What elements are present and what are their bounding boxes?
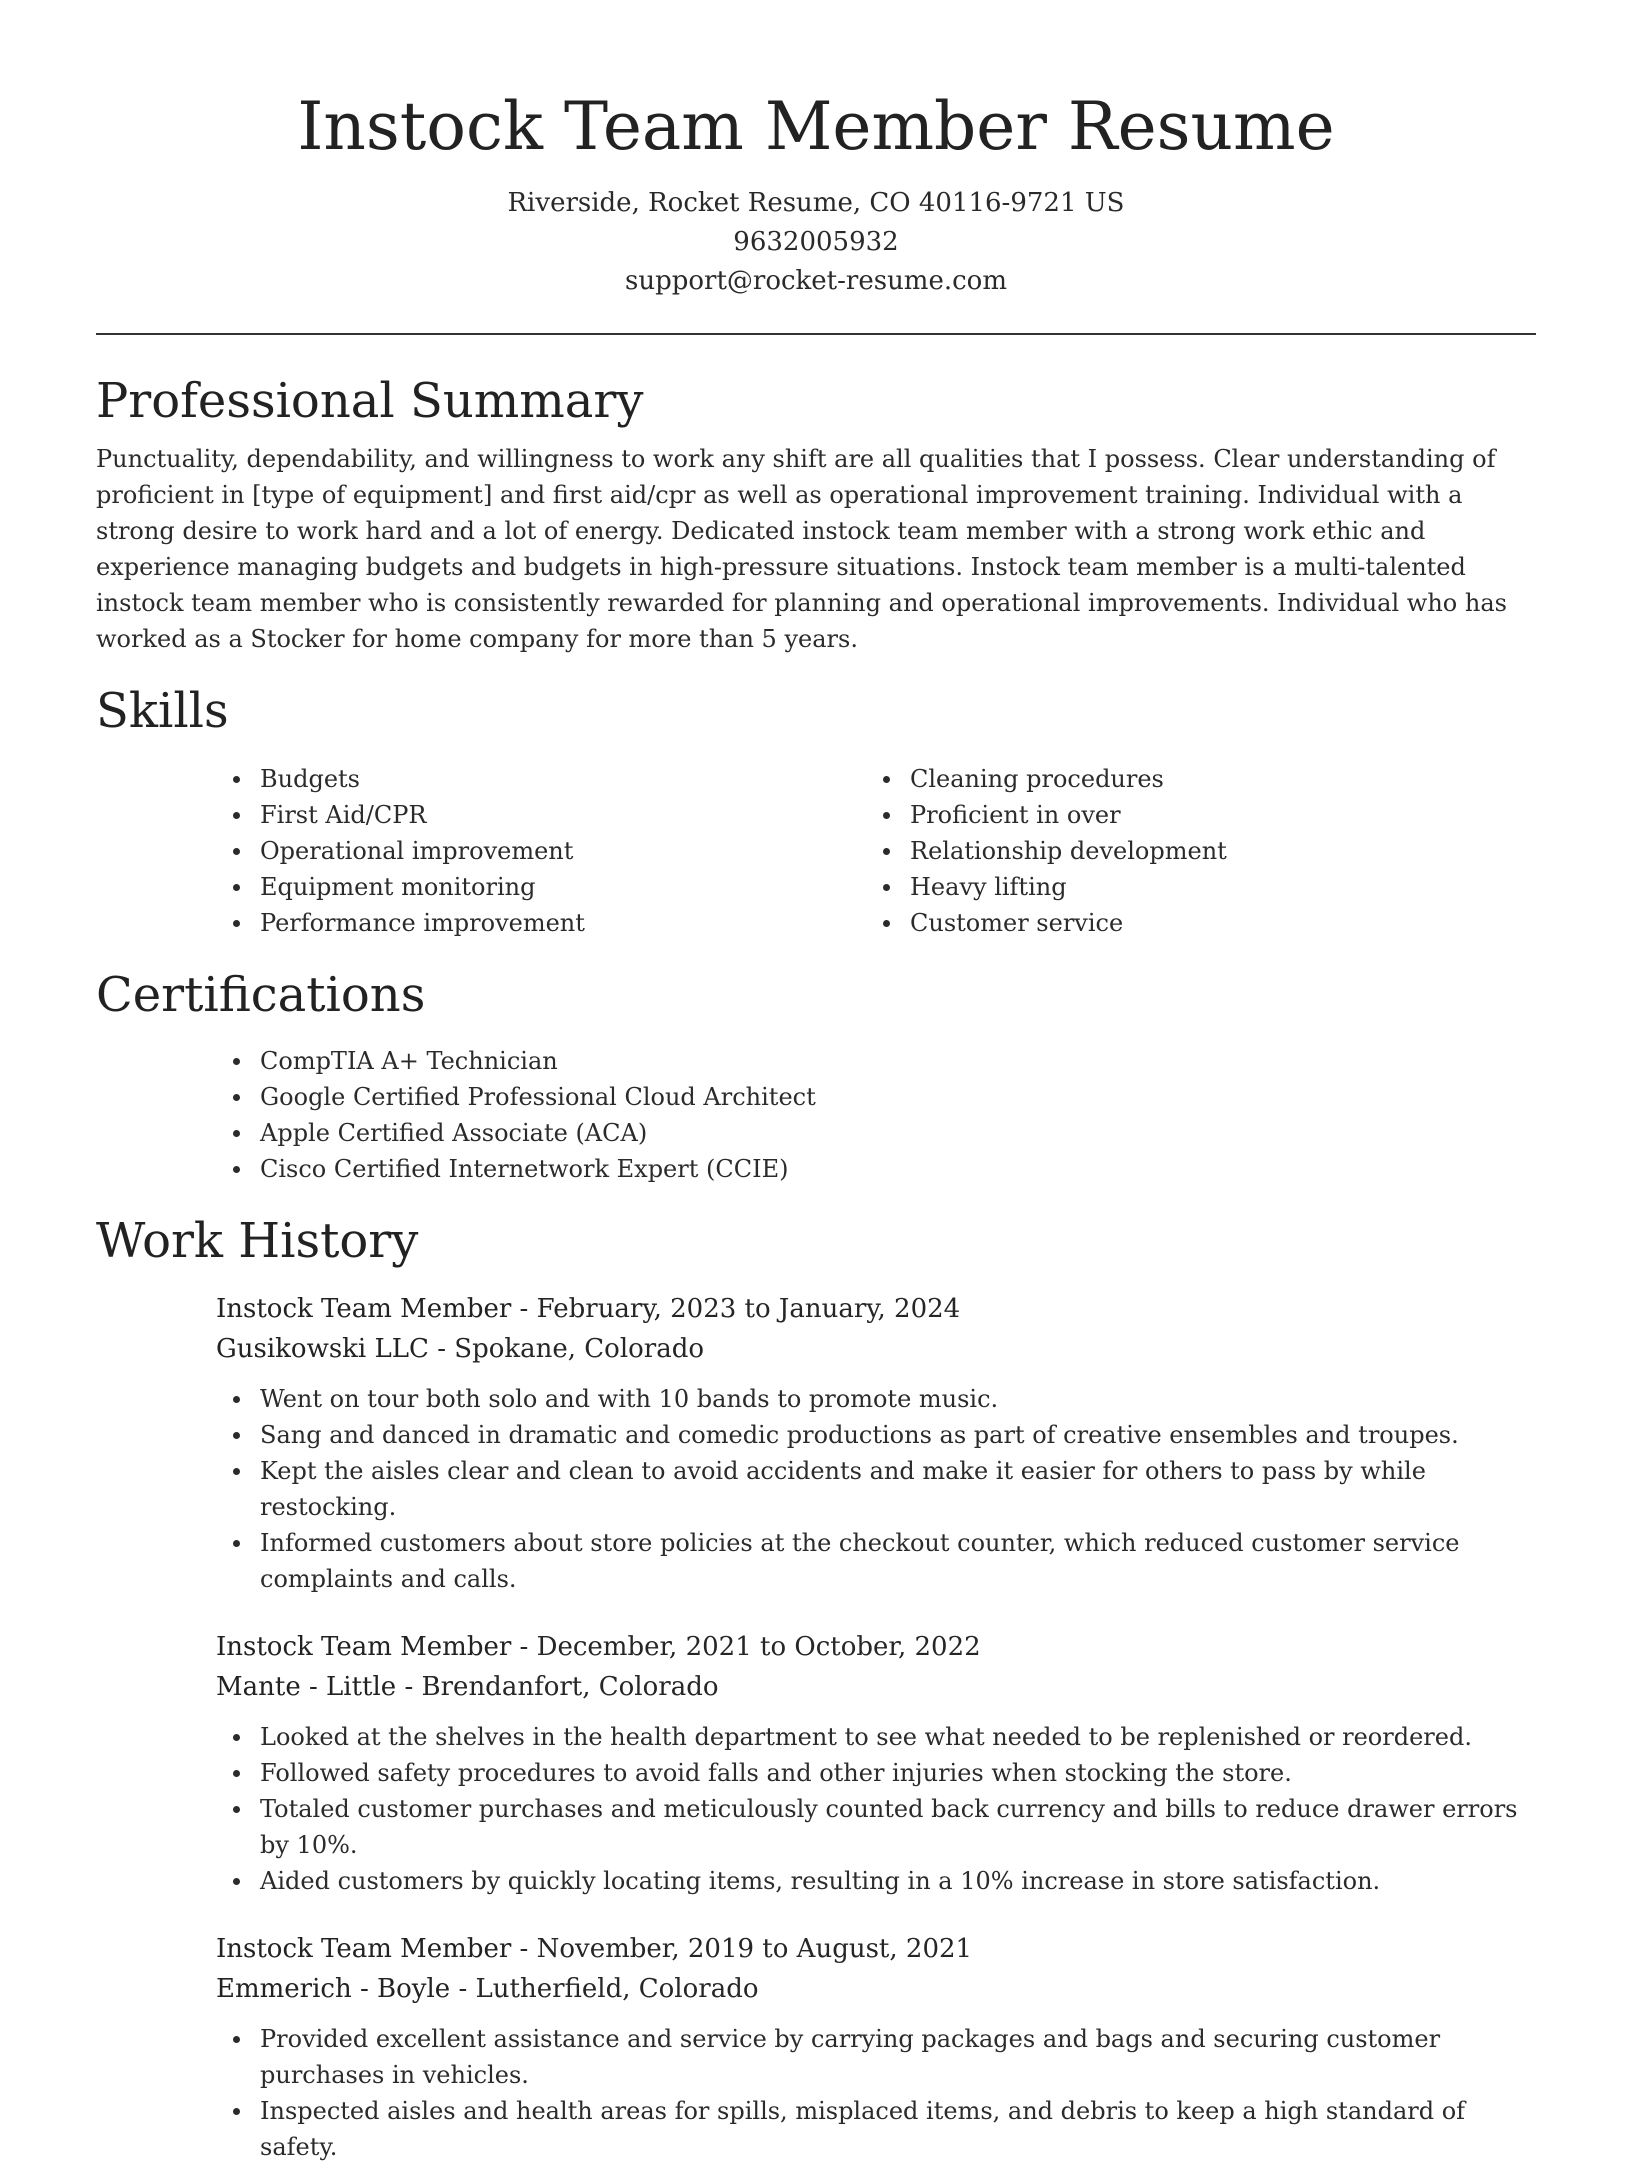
job-title-line <box>216 1929 1536 1969</box>
job-bullet: Kept the aisles clear and clean to avoid accidents and make it easier for others to pass by while restocking. <box>216 1453 1536 1525</box>
job-bullet: Aided customers by quickly locating items, resulting in a 10% increase in store satisfaction. <box>216 1863 1536 1899</box>
skill-item: Heavy lifting <box>866 869 1516 905</box>
phone-line: 9632005932 <box>733 227 899 257</box>
job-role: Instock Team Member <box>216 1934 512 1964</box>
skills-list-right <box>866 761 1516 941</box>
skills-heading: Skills <box>96 683 229 739</box>
skills-section <box>96 681 1536 941</box>
summary-section <box>96 371 1536 657</box>
job-role: Instock Team Member <box>216 1294 512 1324</box>
job-entry <box>216 1929 1536 2165</box>
certification-item: Google Certified Professional Cloud Architect <box>216 1079 1536 1115</box>
skill-item: Operational improvement <box>216 833 866 869</box>
resume-title: Instock Team Member Resume <box>297 88 1335 165</box>
skill-item: Budgets <box>216 761 866 797</box>
job-title-line <box>216 1289 1536 1329</box>
job-bullet: Went on tour both solo and with 10 bands to promote music. <box>216 1381 1536 1417</box>
work-history-section <box>96 1211 1536 2165</box>
job-company: Mante - Little <box>216 1672 397 1702</box>
skill-item: Relationship development <box>866 833 1516 869</box>
job-entry <box>216 1289 1536 1597</box>
job-bullet: Looked at the shelves in the health department to see what needed to be replenished or reordered. <box>216 1719 1536 1755</box>
certification-item: Apple Certified Associate (ACA) <box>216 1115 1536 1151</box>
job-role: Instock Team Member <box>216 1632 512 1662</box>
job-bullet: Informed customers about store policies at the checkout counter, which reduced customer service complaints and calls. <box>216 1525 1536 1597</box>
certification-item: Cisco Certified Internetwork Expert (CCIE) <box>216 1151 1536 1187</box>
job-bullet: Provided excellent assistance and service by carrying packages and bags and securing customer purchases in vehicles. <box>216 2021 1536 2093</box>
skill-item: First Aid/CPR <box>216 797 866 833</box>
job-dates: - November, 2019 to August, 2021 <box>511 1934 973 1964</box>
work-history-heading: Work History <box>96 1213 419 1269</box>
job-bullets <box>216 2021 1536 2165</box>
skill-item: Performance improvement <box>216 905 866 941</box>
job-dates: - February, 2023 to January, 2024 <box>511 1294 961 1324</box>
job-bullets <box>216 1719 1536 1899</box>
job-bullet: Totaled customer purchases and meticulously counted back currency and bills to reduce drawer errors by 10%. <box>216 1791 1536 1863</box>
skill-item: Equipment monitoring <box>216 869 866 905</box>
job-title-line <box>216 1627 1536 1667</box>
job-bullet: Inspected aisles and health areas for spills, misplaced items, and debris to keep a high standard of safety. <box>216 2093 1536 2165</box>
job-location: - Brendanfort, Colorado <box>396 1672 719 1702</box>
skill-item: Cleaning procedures <box>866 761 1516 797</box>
job-entry <box>216 1627 1536 1899</box>
skill-item: Proficient in over <box>866 797 1516 833</box>
address-line: Riverside, Rocket Resume, CO 40116-9721 US <box>507 188 1125 218</box>
certifications-section <box>96 965 1536 1187</box>
resume-page <box>96 0 1536 2165</box>
job-bullet: Sang and danced in dramatic and comedic productions as part of creative ensembles and troupes. <box>216 1417 1536 1453</box>
header-divider <box>96 333 1536 335</box>
job-company: Emmerich - Boyle <box>216 1974 451 2004</box>
job-location: - Lutherfield, Colorado <box>450 1974 759 2004</box>
skills-grid <box>216 761 1536 941</box>
job-company-line <box>216 1667 1536 1707</box>
skills-list-left <box>216 761 866 941</box>
email-line: support@rocket-resume.com <box>624 266 1007 296</box>
job-bullet: Followed safety procedures to avoid falls and other injuries when stocking the store. <box>216 1755 1536 1791</box>
certification-item: CompTIA A+ Technician <box>216 1043 1536 1079</box>
summary-text: Punctuality, dependability, and willingness to work any shift are all qualities that I possess. Clear understanding of proficient in [type of equipment] and first aid/cpr as well as operational improvement training. Individual with a strong desire to work hard and a lot of energy. Dedicated instock team member with a strong work ethic and experience managing budgets and budgets in high-pressure situations. Instock team member is a multi-talented instock team member who is consistently rewarded for planning and operational improvements. Individual who has worked as a Stocker for home company for more than 5 years. <box>96 445 1507 653</box>
job-company: Gusikowski LLC <box>216 1334 429 1364</box>
summary-heading: Professional Summary <box>96 373 644 429</box>
job-location: - Spokane, Colorado <box>428 1334 705 1364</box>
certifications-list <box>216 1043 1536 1187</box>
skill-item: Customer service <box>866 905 1516 941</box>
certifications-heading: Certifications <box>96 967 426 1023</box>
job-company-line <box>216 1329 1536 1369</box>
job-bullets <box>216 1381 1536 1597</box>
job-company-line <box>216 1969 1536 2009</box>
resume-header <box>96 0 1536 301</box>
job-dates: - December, 2021 to October, 2022 <box>511 1632 981 1662</box>
